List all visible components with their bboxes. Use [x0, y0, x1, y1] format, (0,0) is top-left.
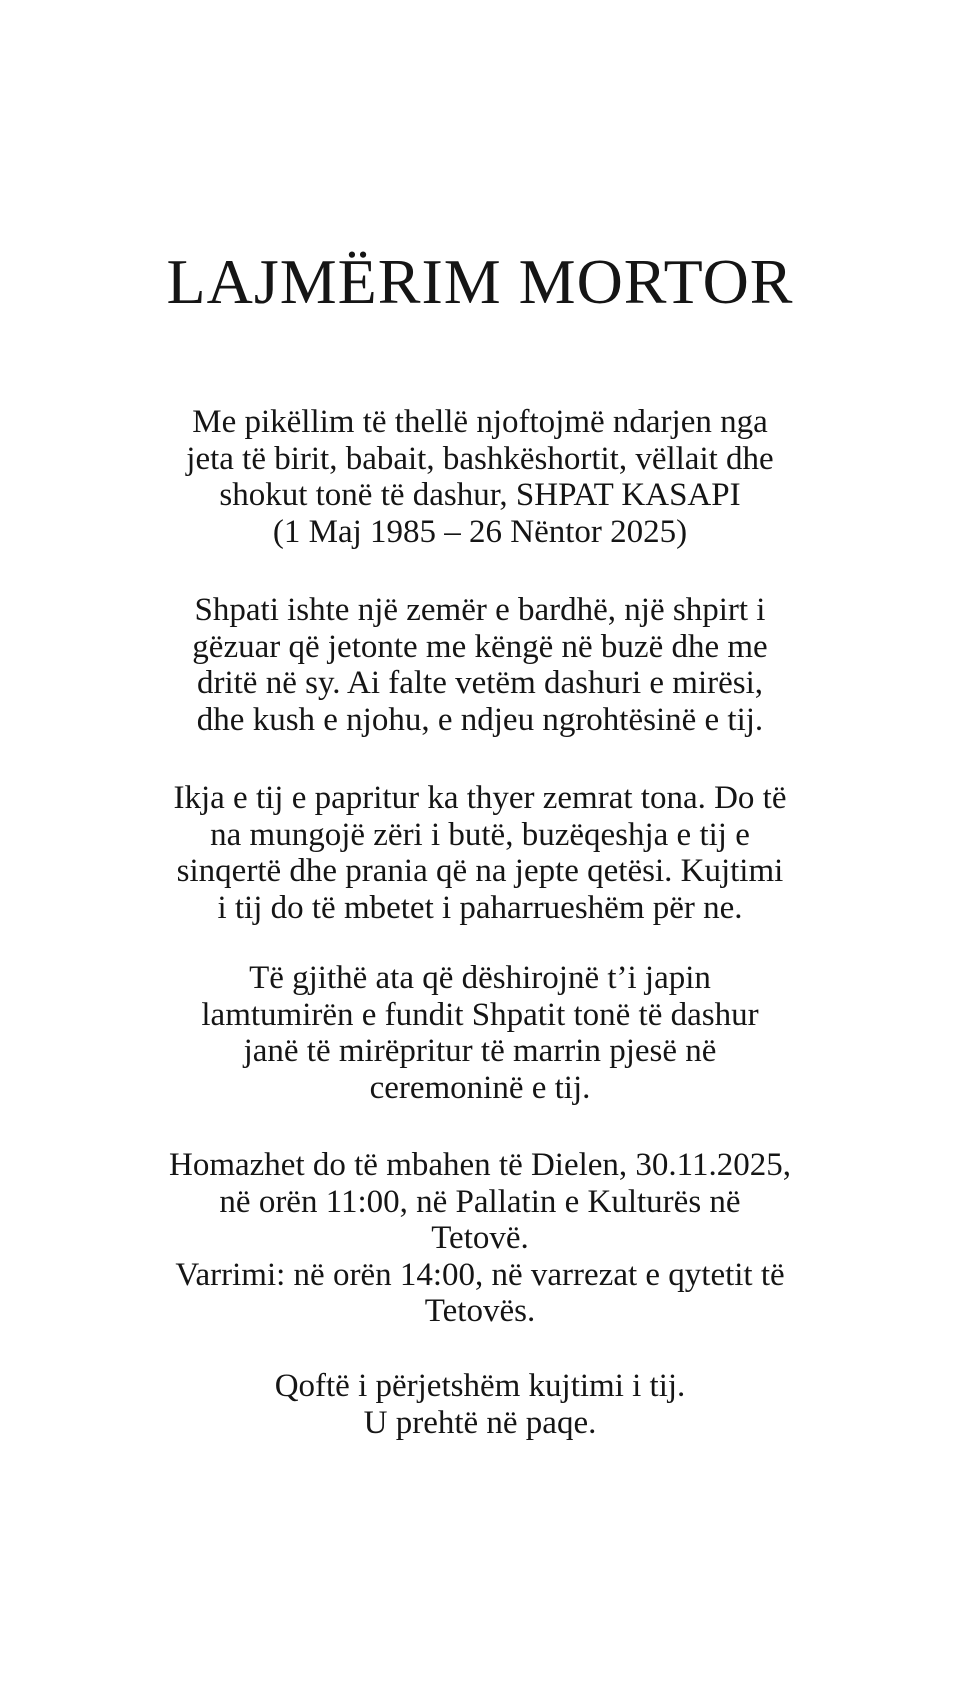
text-line: gëzuar që jetonte me këngë në buzë dhe me — [192, 628, 768, 665]
text-line: në orën 11:00, në Pallatin e Kulturës në — [219, 1183, 741, 1220]
text-line: janë të mirëpritur të marrin pjesë në — [243, 1033, 717, 1069]
text-line: Të gjithë ata që dëshirojnë t’i japin — [249, 960, 711, 996]
notice-title: LAJMËRIM MORTOR — [166, 246, 794, 317]
text-line: sinqertë dhe prania që na jepte qetësi. Kujtimi — [176, 853, 784, 889]
text-line: U prehtë në paqe. — [363, 1404, 597, 1441]
text-line: dritë në sy. Ai falte vetëm dashuri e mirësi, — [196, 665, 764, 701]
text-line: Tetovës. — [424, 1293, 536, 1329]
text-line: Tetovë. — [431, 1220, 529, 1256]
text-line: shokut tonë të dashur, SHPAT KASAPI — [219, 477, 741, 513]
text-line: Qoftë i përjetshëm kujtimi i tij. — [274, 1368, 686, 1404]
text-line: i tij do të mbetet i paharrueshëm për ne. — [217, 889, 743, 926]
text-line: dhe kush e njohu, e ndjeu ngrohtësinë e tij. — [196, 701, 764, 738]
ceremony-details-paragraph — [40, 1147, 920, 1330]
closing-paragraph — [40, 1368, 920, 1441]
tribute-paragraph — [40, 592, 920, 738]
text-line: jeta të birit, babait, bashkëshortit, vëllait dhe — [186, 440, 774, 477]
text-line: Shpati ishte një zemër e bardhë, një shpirt i — [194, 592, 766, 628]
text-line: Me pikëllim të thellë njoftojmë ndarjen nga — [192, 404, 768, 440]
text-line: Varrimi: në orën 14:00, në varrezat e qytetit të — [175, 1256, 785, 1293]
text-line: Ikja e tij e papritur ka thyer zemrat tona. Do të — [173, 780, 787, 816]
text-line: ceremoninë e tij. — [369, 1069, 591, 1106]
invitation-paragraph — [40, 960, 920, 1106]
announcement-paragraph — [40, 404, 920, 550]
text-line: Homazhet do të mbahen të Dielen, 30.11.2025, — [169, 1147, 791, 1183]
life-dates: (1 Maj 1985 – 26 Nëntor 2025) — [272, 513, 688, 550]
text-line: lamtumirën e fundit Shpatit tonë të dashur — [201, 996, 759, 1033]
text-line: na mungojë zëri i butë, buzëqeshja e tij e — [210, 816, 750, 853]
grief-paragraph — [40, 780, 920, 926]
